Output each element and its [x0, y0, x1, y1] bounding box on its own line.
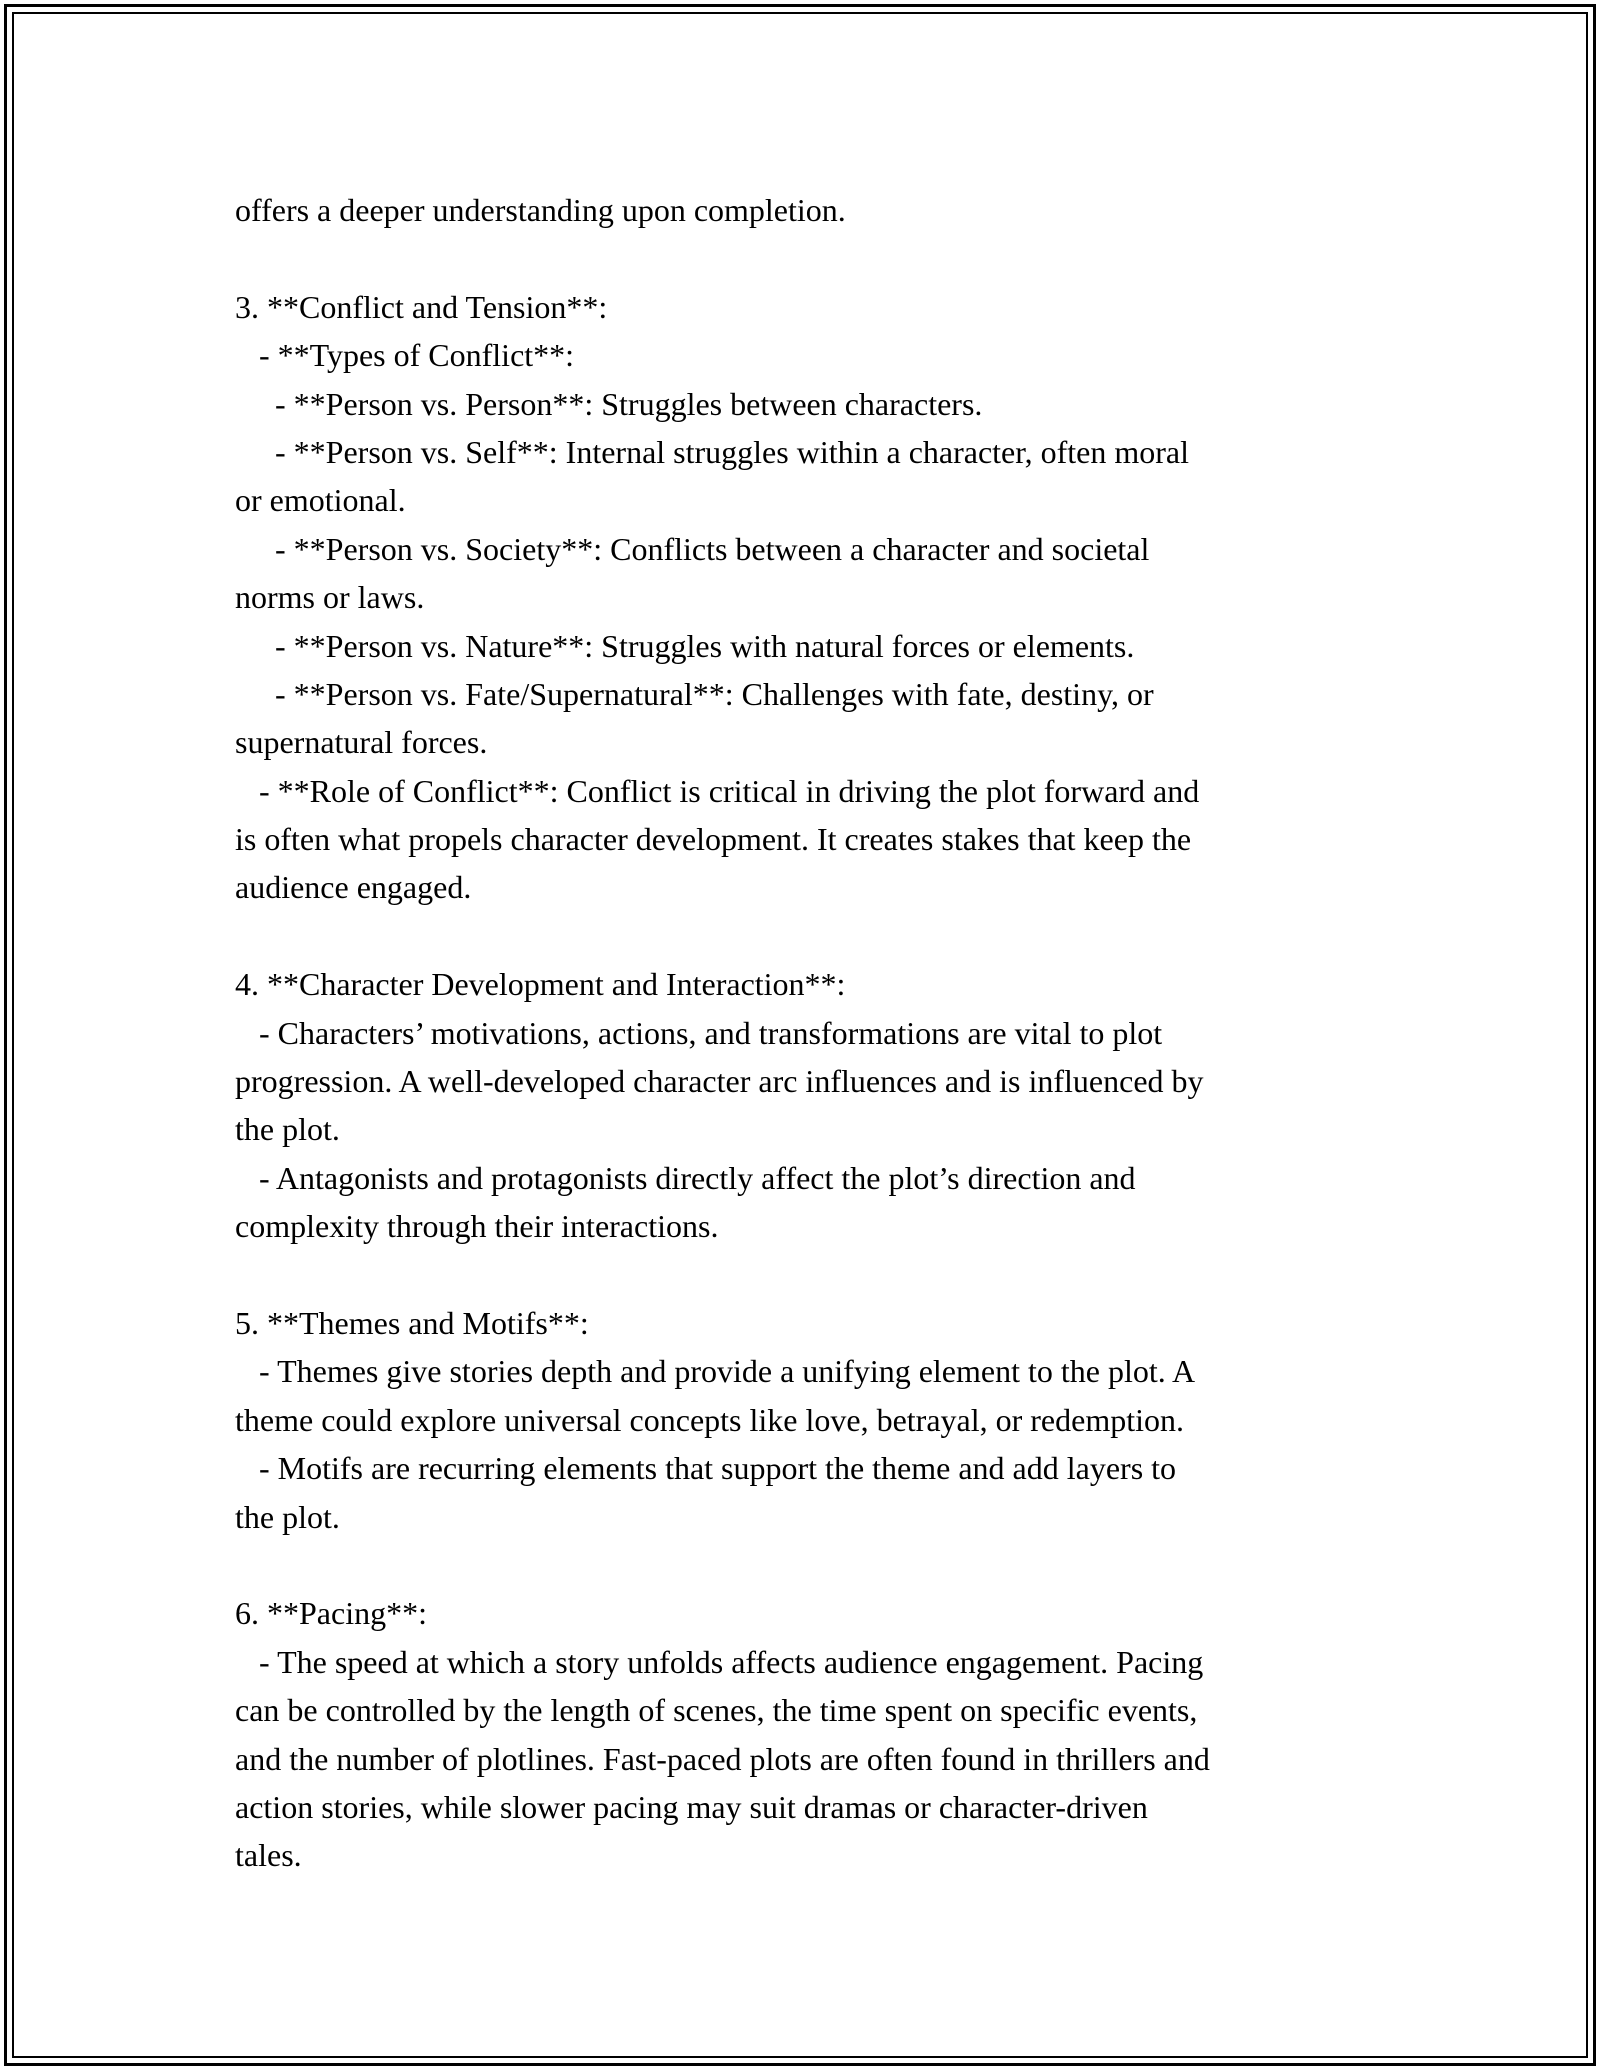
- text-line: is often what propels character development. It creates stakes that keep the: [235, 821, 1192, 858]
- text-line: offers a deeper understanding upon completion.: [235, 192, 846, 228]
- section-heading: 5. **Themes and Motifs**:: [235, 1304, 589, 1341]
- text-line: action stories, while slower pacing may suit dramas or character-driven: [235, 1788, 1148, 1825]
- text-line: and the number of plotlines. Fast-paced plots are often found in thrillers and: [235, 1740, 1210, 1777]
- text-line: - Motifs are recurring elements that support the theme and add layers to: [235, 1450, 1177, 1487]
- text-line: the plot.: [235, 1498, 340, 1535]
- text-line: norms or laws.: [235, 579, 425, 616]
- blank-line: [235, 234, 1365, 282]
- document-body: [235, 186, 1365, 1880]
- text-line: audience engaged.: [235, 869, 472, 906]
- text-line: - **Types of Conflict**:: [235, 337, 575, 374]
- blank-line: [235, 912, 1365, 960]
- text-line: - Characters’ motivations, actions, and transformations are vital to plot: [235, 1014, 1163, 1051]
- text-line: - The speed at which a story unfolds affects audience engagement. Pacing: [235, 1643, 1204, 1680]
- section-heading: 6. **Pacing**:: [235, 1595, 427, 1632]
- text-line: progression. A well-developed character arc influences and is influenced by: [235, 1063, 1204, 1100]
- text-line: the plot.: [235, 1111, 340, 1148]
- text-line: tales.: [235, 1837, 302, 1874]
- section-heading: 4. **Character Development and Interaction**:: [235, 966, 846, 1003]
- text-line: theme could explore universal concepts like love, betrayal, or redemption.: [235, 1401, 1184, 1438]
- text-line: - **Role of Conflict**: Conflict is critical in driving the plot forward and: [235, 772, 1200, 809]
- text-line: - **Person vs. Self**: Internal struggles within a character, often moral: [235, 433, 1190, 470]
- text-line: - **Person vs. Society**: Conflicts between a character and societal: [235, 530, 1150, 567]
- blank-line: [235, 1541, 1365, 1589]
- text-line: - **Person vs. Nature**: Struggles with natural forces or elements.: [235, 627, 1135, 664]
- blank-line: [235, 1251, 1365, 1299]
- text-line: - **Person vs. Person**: Struggles between characters.: [235, 385, 983, 422]
- text-line: supernatural forces.: [235, 724, 488, 761]
- text-line: can be controlled by the length of scenes, the time spent on specific events,: [235, 1692, 1198, 1729]
- text-line: or emotional.: [235, 482, 406, 519]
- text-line: - Themes give stories depth and provide a unifying element to the plot. A: [235, 1353, 1196, 1390]
- text-line: complexity through their interactions.: [235, 1208, 719, 1245]
- section-heading: 3. **Conflict and Tension**:: [235, 288, 608, 325]
- text-line: - Antagonists and protagonists directly affect the plot’s direction and: [235, 1159, 1136, 1196]
- text-line: - **Person vs. Fate/Supernatural**: Challenges with fate, destiny, or: [235, 675, 1154, 712]
